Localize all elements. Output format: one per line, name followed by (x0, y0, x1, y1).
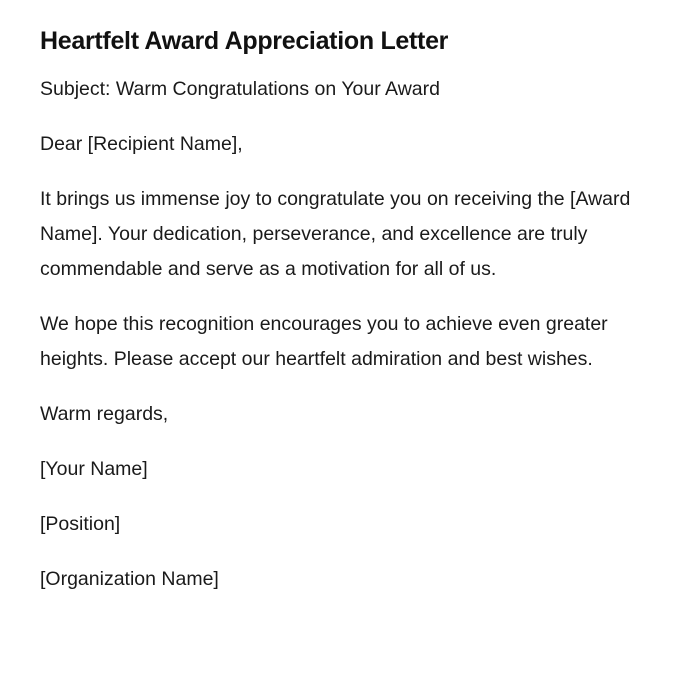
signature-position: [Position] (40, 513, 121, 535)
letter-title: Heartfelt Award Appreciation Letter (40, 27, 449, 55)
letter-paragraph: We hope this recognition encourages you to achieve even greater heights. Please accept our heartfelt admiration and best wishes. (40, 313, 608, 370)
letter-subject: Subject: Warm Congratulations on Your Award (40, 78, 440, 100)
signature-organization: [Organization Name] (40, 568, 219, 590)
letter-paragraph: It brings us immense joy to congratulate you on receiving the [Award Name]. Your dedication, perseverance, and excellence are truly commendable and serve as a motivation for all of us. (40, 188, 631, 280)
letter-document (40, 24, 650, 617)
letter-salutation: Dear [Recipient Name], (40, 133, 243, 155)
signature-name: [Your Name] (40, 458, 148, 480)
letter-closing: Warm regards, (40, 403, 169, 425)
